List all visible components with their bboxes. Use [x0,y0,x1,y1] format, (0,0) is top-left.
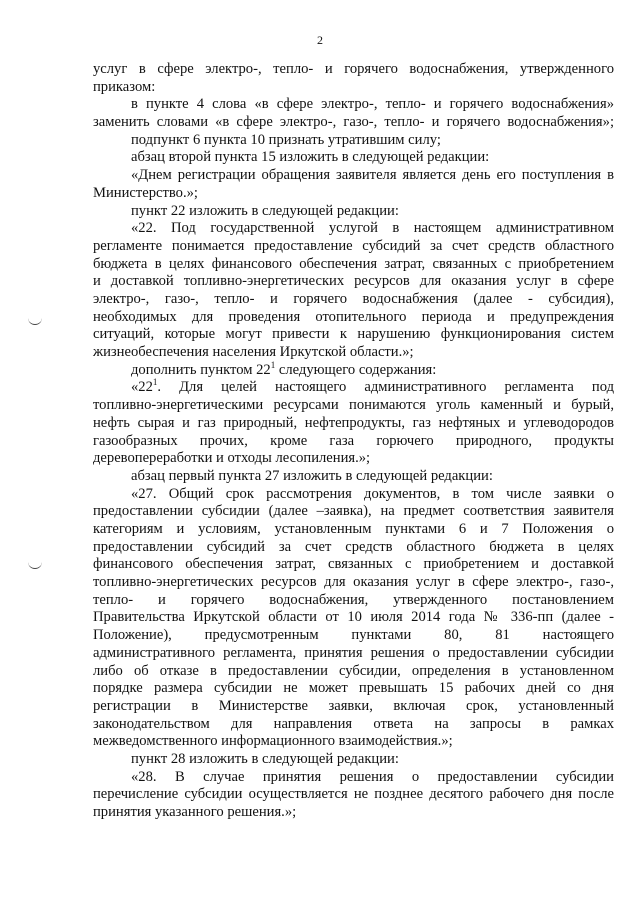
line-text: подпункт 6 пункта 10 признать утратившим силу; [131,131,441,148]
line-text: услуг в сфере электро-, тепло- и горячего водоснабжения, утвержденного [93,61,614,77]
line-text: категориям и условиям, установленным пунктами 6 и 7 Положения о [93,521,614,538]
superscript: 1 [152,377,158,388]
margin-mark [28,562,42,569]
text-line [93,645,614,663]
text-line [93,574,614,592]
line-text: и доставкой топливно-энергетических ресурсов для оказания услуг в сфере [93,273,614,290]
line-text: «Днем регистрации обращения заявителя является день его поступления в [131,167,614,184]
line-text: регистрации в Министерстве заявки, включая срок, установленный [93,697,614,714]
line-text: «22. Под государственной услугой в настоящем административном [131,220,614,237]
line-text: в пункте 4 слова «в сфере электро-, тепло- и горячего водоснабжения» [131,96,614,113]
text-line [93,203,614,221]
line-text: абзац второй пункта 15 изложить в следующей редакции: [131,149,490,166]
text-line [93,486,614,504]
text-line [93,149,614,167]
line-text: «28. В случае принятия решения о предоставлении субсидии [131,768,614,785]
text-line [93,592,614,610]
text-line [93,291,614,309]
margin-mark [28,318,42,325]
text-line [93,114,614,132]
line-text: принятия указанного решения.»; [93,804,297,821]
text-line [93,359,614,380]
text-line [93,539,614,557]
superscript: 1 [270,359,276,370]
line-text: предоставлении субсидии (далее –заявка), на предмет соответствия заявителя [93,503,614,520]
text-line [93,79,614,97]
page-number: 2 [317,33,323,47]
line-text: абзац первый пункта 27 изложить в следующей редакции: [131,467,493,484]
text-line [93,96,614,114]
line-text: заменить словами «в сфере электро-, газо-, тепло- и горячего водоснабжения»; [93,114,614,131]
text-line [93,698,614,716]
line-text: предоставлении субсидий за счет средств областного бюджета в целях [93,538,614,555]
line-text: Правительства Иркутской области от 10 июля 2014 года № 336-пп (далее - [93,609,614,626]
line-text: нефть сырая и газ природный, нефтепродукты, газ нефтяных и углеводородов [93,414,614,431]
text-line [93,716,614,734]
text-line [93,786,614,804]
line-text: необходимых для проведения отопительного периода и предупреждения [93,308,614,325]
line-text: бюджета в целях финансового обеспечения затрат, связанных с приобретением [93,255,614,272]
line-text: либо об отказе в предоставлении субсидии, определения в установленном [93,662,614,679]
text-line [93,238,614,256]
line-text: газообразных прочих, кроме газа горючего природного, продукты [93,432,614,449]
text-line [93,804,614,822]
text-line [93,663,614,681]
line-text: межведомственного информационного взаимодействия.»; [93,733,453,750]
line-text: административного регламента, принятия решения о предоставлении субсидии [93,644,614,661]
line-text: деревопереработки и отходы лесопиления.»; [93,450,371,467]
text-line [93,397,614,415]
line-text: топливно-энергетических ресурсов для оказания услуг в сфере электро-, газо-, [93,574,614,591]
text-line [93,220,614,238]
line-text: приказом: [93,78,156,95]
text-line [93,769,614,787]
text-line [93,256,614,274]
text-line [93,609,614,627]
line-text: перечисление субсидии осуществляется не позднее десятого рабочего дня после [93,786,614,803]
text-line [93,273,614,291]
line-text-continued: следующего содержания: [275,361,437,378]
text-line [93,751,614,769]
line-text: пункт 28 изложить в следующей редакции: [131,750,399,767]
line-text: ситуаций, которые могут привести к нарушению функционирования систем [93,326,614,343]
line-text: законодательством для направления ответа на запросы в рамках [93,715,614,732]
text-line [93,326,614,344]
line-text-continued: . Для целей настоящего административного регламента под [157,379,614,396]
text-line [93,379,614,397]
line-text: регламенте понимается предоставление субсидий за счет средств областного [93,237,614,254]
text-line [93,521,614,539]
line-text: жизнеобеспечения населения Иркутской области.»; [93,344,414,361]
text-line [93,733,614,751]
text-line [93,167,614,185]
line-text: электро-, газо-, тепло- и горячего водоснабжения (далее - субсидия), [93,291,614,308]
line-text: Положение), предусмотренным пунктами 80, 81 настоящего [93,627,614,644]
text-line [93,415,614,433]
text-line [93,468,614,486]
line-text: дополнить пунктом 22 [131,361,271,378]
line-text: финансового обеспечения затрат, связанных с приобретением и доставкой [93,556,614,573]
text-line [93,556,614,574]
text-line [93,450,614,468]
line-text: топливно-энергетическими ресурсами понимаются уголь каменный и бурый, [93,397,614,414]
text-line [93,680,614,698]
line-text: Министерство.»; [93,184,198,201]
text-line [93,185,614,203]
text-line [93,503,614,521]
line-text: порядке размера субсидии не может превышать 15 рабочих дней со дня [93,680,614,697]
text-line [93,344,614,362]
line-text: пункт 22 изложить в следующей редакции: [131,202,399,219]
document-body [93,61,614,822]
text-line [93,309,614,327]
line-text: «27. Общий срок рассмотрения документов, в том числе заявки о [131,485,614,502]
line-text: тепло- и горячего водоснабжения, утвержденного постановлением [93,591,614,608]
text-line [93,627,614,645]
text-line [93,61,614,79]
text-line [93,132,614,150]
line-text: «22 [131,379,153,396]
text-line [93,433,614,451]
